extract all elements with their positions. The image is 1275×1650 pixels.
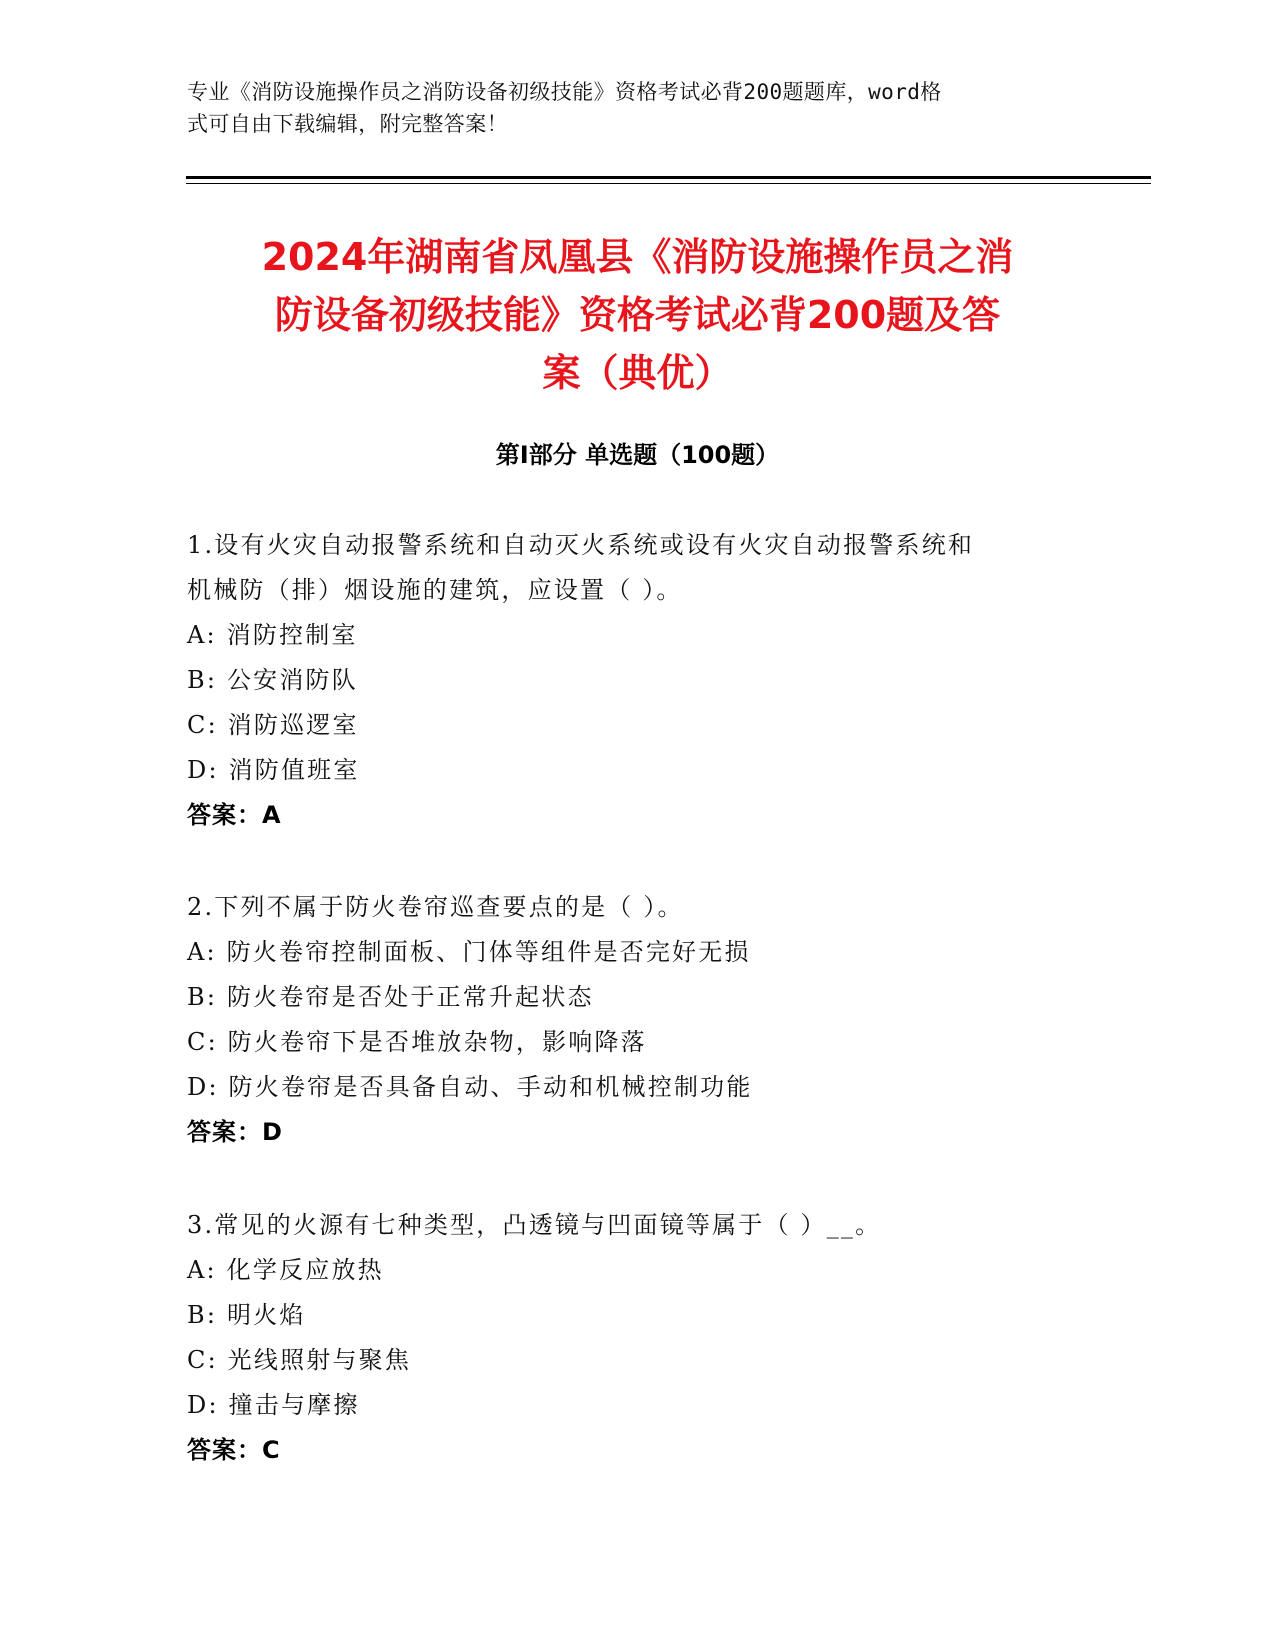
header-rule-thin (186, 183, 1151, 184)
option-d: D: 撞击与摩擦 (187, 1391, 360, 1419)
header-note-line: 式可自由下载编辑，附完整答案！ (187, 112, 508, 136)
question-stem: 1.设有火灾自动报警系统和自动灭火系统或设有火灾自动报警系统和 (187, 531, 975, 559)
answer-label: 答案：C (187, 1436, 281, 1464)
section-heading: 第I部分 单选题（100题） (495, 441, 780, 469)
option-a: A: 防火卷帘控制面板、门体等组件是否完好无损 (187, 938, 751, 966)
header-note (187, 76, 1087, 140)
option-a: A: 消防控制室 (187, 621, 358, 649)
document-title (140, 228, 1135, 402)
option-d: D: 防火卷帘是否具备自动、手动和机械控制功能 (187, 1073, 753, 1101)
option-a: A: 化学反应放热 (187, 1256, 384, 1284)
answer-label: 答案：A (187, 801, 282, 829)
title-line: 防设备初级技能》资格考试必背200题及答 (274, 293, 1001, 337)
option-b: B: 公安消防队 (187, 666, 358, 694)
question-stem: 机械防（排）烟设施的建筑，应设置（ ）。 (187, 576, 683, 604)
option-c: C: 消防巡逻室 (187, 711, 359, 739)
question-2 (187, 885, 1087, 1155)
question-3 (187, 1203, 1087, 1473)
option-d: D: 消防值班室 (187, 756, 360, 784)
title-line: 2024年湖南省凤凰县《消防设施操作员之消 (261, 235, 1014, 279)
header-note-line: 专业《消防设施操作员之消防设备初级技能》资格考试必背200题题库，word格 (187, 80, 942, 104)
option-c: C: 防火卷帘下是否堆放杂物，影响降落 (187, 1028, 647, 1056)
title-line: 案（典优） (542, 351, 733, 395)
option-b: B: 防火卷帘是否处于正常升起状态 (187, 983, 594, 1011)
question-stem: 2.下列不属于防火卷帘巡查要点的是（ ）。 (187, 893, 684, 921)
header-rule-thick (186, 176, 1151, 179)
question-1 (187, 523, 1087, 838)
option-c: C: 光线照射与聚焦 (187, 1346, 412, 1374)
answer-label: 答案：D (187, 1118, 283, 1146)
question-stem: 3.常见的火源有七种类型，凸透镜与凹面镜等属于（ ）__。 (187, 1211, 882, 1239)
option-b: B: 明火焰 (187, 1301, 306, 1329)
